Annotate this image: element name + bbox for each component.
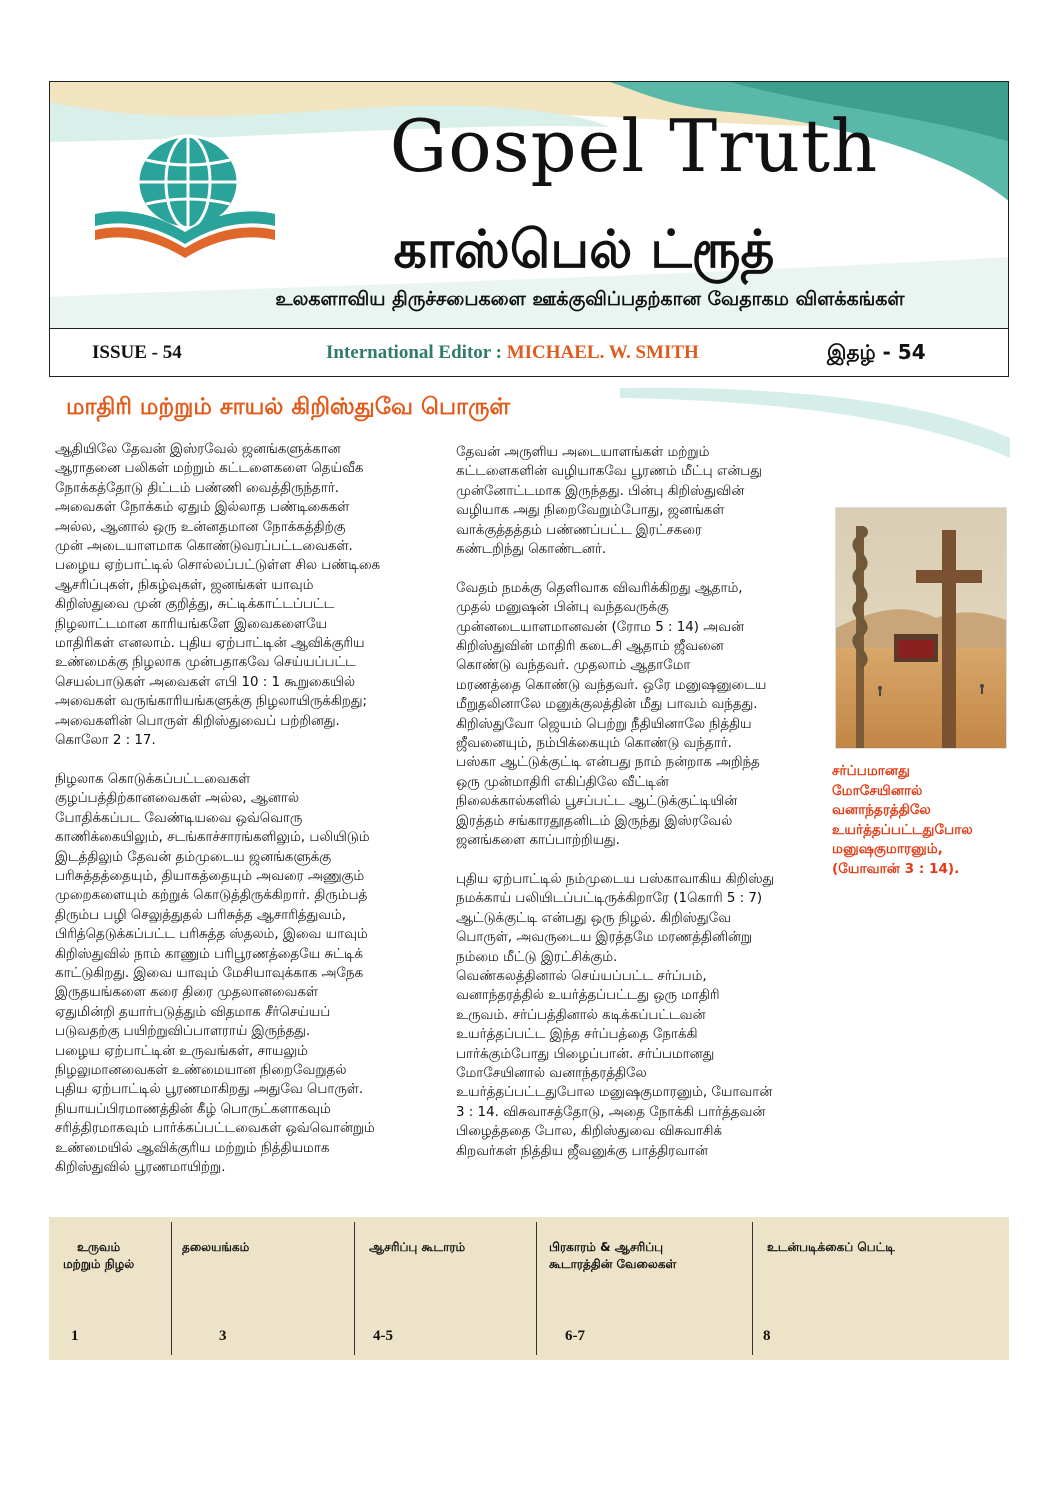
text-line: உண்மையில் ஆவிக்குரிய மற்றும் நித்தியமாக <box>55 1140 330 1156</box>
text-line: அவைகளின் பொருள் கிறிஸ்துவைப் பற்றினது. <box>55 713 340 729</box>
text-line: பிரித்தெடுக்கப்பட்ட பரிசுத்த ஸ்தலம், இவை யாவும் <box>55 927 368 943</box>
text-line: நிழலாட்டமான காரியங்களே இவைகளையே <box>55 616 327 632</box>
text-line: அவைகள் வருங்காரியங்களுக்கு நிழலாயிருக்கிறது; <box>55 694 368 710</box>
text-line: இடத்திலும் தேவன் தம்முடைய ஜனங்களுக்கு <box>55 849 332 865</box>
text-line: அவைகள் நோக்கம் ஏதும் இல்லாத பண்டிகைகள் <box>55 500 350 516</box>
paragraph-gap <box>456 851 826 870</box>
article-column-right <box>456 443 826 1161</box>
text-line: கிறிஸ்துவில் பூரணமாயிற்று. <box>55 1160 226 1176</box>
text-line: கொண்டு வந்தவர். முதலாம் ஆதாமோ <box>456 658 691 674</box>
masthead-title-tamil: காஸ்பெல் ட்ரூத் <box>393 220 775 280</box>
contents-item-page: 6-7 <box>565 1328 585 1344</box>
text-line: உயர்த்தப்பட்ட இந்த சர்ப்பத்தை நோக்கி <box>456 1027 698 1043</box>
text-line: நிழலாக கொடுக்கப்பட்டவைகள் <box>55 771 251 787</box>
text-line: உண்மைக்கு நிழலாக முன்பதாகவே செய்யப்பட்ட <box>55 655 356 671</box>
text-line: பார்க்கும்போது பிழைப்பான். சர்ப்பமானது <box>456 1046 715 1062</box>
text-line: வனாந்தரத்திலே <box>832 802 931 819</box>
text-line: ஒரு முன்மாதிரி எகிப்திலே வீட்டின் <box>456 774 669 790</box>
text-line: 3 : 14. விசுவாசத்தோடு, அதை நோக்கி பார்த்தவன் <box>456 1104 766 1120</box>
text-line: ஆசரிப்புகள், நிகழ்வுகள், ஜனங்கள் யாவும் <box>55 577 314 593</box>
table-of-contents <box>49 1217 1009 1360</box>
text-line: பழைய ஏற்பாட்டின் உருவங்கள், சாயலும் <box>55 1043 308 1059</box>
masthead-tagline: உலகளாவிய திருச்சபைகளை ஊக்குவிப்பதற்கான வேதாகம விளக்கங்கள் <box>275 288 905 310</box>
photo-caption <box>832 762 1012 880</box>
text-line: நமக்காய் பலியிடப்பட்டிருக்கிறாரே (1கொரி 5 : 7) <box>456 891 763 907</box>
text-line: ஆட்டுக்குட்டி என்பது ஒரு நிழல். கிறிஸ்துவே <box>456 910 731 926</box>
text-line: படுவதற்கு பயிற்றுவிப்பாளராய் இருந்தது. <box>55 1024 311 1040</box>
text-line: மோசேயினால் <box>832 782 923 799</box>
text-line: பொருள், அவருடைய இரத்தமே மரணத்தினின்று <box>456 930 753 946</box>
text-line: போதிக்கப்பட வேண்டியவை ஒவ்வொரு <box>55 810 303 826</box>
text-line: உயர்த்தப்பட்டதுபோல <box>832 821 973 838</box>
text-line: வேதம் நமக்கு தெளிவாக விவரிக்கிறது ஆதாம், <box>456 580 743 596</box>
contents-divider <box>752 1222 753 1355</box>
text-line: புதிய ஏற்பாட்டில் பூரணமாகிறது அதுவே பொருள். <box>55 1082 364 1098</box>
text-line: மீறுதலினாலே மனுக்குலத்தின் மீது பாவம் வந்தது. <box>456 697 758 713</box>
contents-item-label[interactable]: பிரகாரம் & ஆசரிப்பு கூடாரத்தின் வேலைகள் <box>549 1240 677 1271</box>
text-line: நிலைக்கால்களில் பூசப்பட்ட ஆட்டுக்குட்டியின் <box>456 794 738 810</box>
text-line: வெண்கலத்தினால் செய்யப்பட்ட சர்ப்பம், <box>456 968 707 984</box>
text-line: முன்னோட்டமாக இருந்தது. பின்பு கிறிஸ்துவின் <box>456 483 745 499</box>
text-line: சர்ப்பமானது <box>832 763 910 779</box>
text-line: கொலோ 2 : 17. <box>55 733 156 749</box>
issue-number-tamil: இதழ் - 54 <box>827 340 926 364</box>
text-line: கட்டளைகளின் வழியாகவே பூரணம் மீட்பு என்பது <box>456 464 762 480</box>
contents-item-page: 8 <box>763 1328 771 1344</box>
paragraph-gap <box>55 751 425 770</box>
text-line: சரித்திரமாகவும் பார்க்கப்பட்டவைகள் ஒவ்வொன்றும் <box>55 1121 375 1137</box>
globe-bible-logo <box>90 134 280 264</box>
text-line: முன்னடையாளமானவன் (ரோம 5 : 14) அவன் <box>456 619 744 635</box>
text-line: (யோவான் 3 : 14). <box>832 860 960 877</box>
text-line: நியாயப்பிரமாணத்தின் கீழ் பொருட்களாகவும் <box>55 1101 331 1117</box>
text-line: மாதிரிகள் எனலாம். புதிய ஏற்பாட்டின் ஆவிக்குரிய <box>55 636 365 652</box>
text-line: முதல் மனுஷன் பின்பு வந்தவருக்கு <box>456 600 669 616</box>
editor-name: MICHAEL. W. SMITH <box>506 342 699 363</box>
contents-item-page: 1 <box>71 1328 79 1344</box>
text-line: அல்ல, ஆனால் ஒரு உன்னதமான நோக்கத்திற்கு <box>55 519 346 535</box>
issue-bar <box>49 329 1009 377</box>
text-line: ஜீவனையும், நம்பிக்கையும் கொண்டு வந்தார். <box>456 736 732 752</box>
text-line: மரணத்தை கொண்டு வந்தவர். ஒரே மனுஷனுடைய <box>456 677 767 693</box>
text-line: காட்டுகிறது. இவை யாவும் மேசியாவுக்காக அநேக <box>55 965 364 981</box>
text-line: திரும்ப பழி செலுத்துதல் பரிசுத்த ஆசாரித்துவம், <box>55 907 347 923</box>
text-line: ஏதுமின்றி தயார்படுத்தும் விதமாக சீர்செய்யப் <box>55 1004 331 1020</box>
text-line: பஸ்கா ஆட்டுக்குட்டி என்பது நாம் நன்றாக அறிந்த <box>456 755 760 771</box>
text-line: பிழைத்ததை போல, கிறிஸ்துவை விசுவாசிக் <box>456 1124 722 1140</box>
text-line: ஆராதனை பலிகள் மற்றும் கட்டளைகளை தெய்வீக <box>55 461 364 477</box>
contents-item-label[interactable]: உடன்படிக்கைப் பெட்டி <box>767 1240 895 1254</box>
text-line: கிறிஸ்துவோ ஜெயம் பெற்று நீதியினாலே நித்திய <box>456 716 752 732</box>
text-line: நம்மை மீட்டு இரட்சிக்கும். <box>456 949 618 965</box>
text-line: கிறிஸ்துவில் நாம் காணும் பரிபூரணத்தையே சுட்டிக் <box>55 946 363 962</box>
contents-divider <box>354 1222 355 1355</box>
text-line: பரிசுத்தத்தையும், தியாகத்தையும் அவரை அணுகும் <box>55 868 365 884</box>
text-line: மோசேயினால் வனாந்தரத்திலே <box>456 1065 647 1081</box>
contents-item-page: 3 <box>219 1328 227 1344</box>
issue-number-english: ISSUE - 54 <box>92 342 182 363</box>
text-line: புதிய ஏற்பாட்டில் நம்முடைய பஸ்காவாகிய கிறிஸ்து <box>456 871 775 887</box>
masthead <box>49 81 1009 329</box>
text-line: இரத்தம் சங்காரதூதனிடம் இருந்து இஸ்ரவேல் <box>456 813 733 829</box>
text-line: மனுஷகுமாரனும், <box>832 841 943 858</box>
contents-divider <box>171 1222 172 1355</box>
text-line: முறைகளையும் கற்றுக் கொடுத்திருக்கிறார். திரும்பத் <box>55 888 368 904</box>
contents-divider <box>536 1222 537 1355</box>
bronze-serpent-cross-photo <box>835 507 1007 749</box>
text-line: கண்டறிந்து கொண்டனர். <box>456 542 607 558</box>
text-line: இருதயங்களை கரை திரை முதலானவைகள் <box>55 985 318 1001</box>
text-line: கிறிஸ்துவை முன் குறித்து, சுட்டிக்காட்டப்பட்ட <box>55 597 335 613</box>
text-line: காணிக்கையிலும், சடங்காச்சாரங்களிலும், பலியிடும் <box>55 830 370 846</box>
text-line: கிறிஸ்துவின் மாதிரி கடைசி ஆதாம் ஜீவனை <box>456 639 724 655</box>
text-line: குழப்பத்திற்கானவைகள் அல்ல, ஆனால் <box>55 791 299 807</box>
text-line: ஜனங்களை காப்பாற்றியது. <box>456 833 620 849</box>
contents-item-label[interactable]: தலையங்கம் <box>182 1240 250 1254</box>
text-line: செயல்பாடுகள் அவைகள் எபி 10 : 1 கூறுகையில் <box>55 674 356 690</box>
contents-item-page: 4-5 <box>373 1328 393 1344</box>
text-line: ஆதியிலே தேவன் இஸ்ரவேல் ஜனங்களுக்கான <box>55 442 341 457</box>
contents-item-label[interactable]: ஆசரிப்பு கூடாரம் <box>369 1240 466 1254</box>
text-line: உருவம். சர்ப்பத்தினால் கடிக்கப்பட்டவன் <box>456 1007 706 1023</box>
text-line: உயர்த்தப்பட்டதுபோல மனுஷகுமாரனும், யோவான் <box>456 1085 773 1101</box>
article-column-left <box>55 440 425 1177</box>
text-line: வனாந்தரத்தில் உயர்த்தப்பட்டது ஒரு மாதிரி <box>456 988 720 1004</box>
paragraph-gap <box>456 559 826 578</box>
text-line: தேவன் அருளிய அடையாளங்கள் மற்றும் <box>456 445 710 460</box>
editor-label: International Editor : <box>326 342 502 363</box>
text-line: முன் அடையாளமாக கொண்டுவரப்பட்டவைகள். <box>55 539 353 555</box>
article-headline: மாதிரி மற்றும் சாயல் கிறிஸ்துவே பொருள் <box>66 394 511 420</box>
contents-item-label[interactable]: உருவம் மற்றும் நிழல் <box>63 1240 135 1271</box>
editor-credit <box>326 342 699 364</box>
text-line: பழைய ஏற்பாட்டில் சொல்லப்பட்டுள்ள சில பண்டிகை <box>55 558 381 574</box>
masthead-title-english: Gospel Truth <box>389 104 879 188</box>
text-line: வாக்குத்தத்தம் பண்ணப்பட்ட இரட்சகரை <box>456 522 702 538</box>
text-line: வழியாக அது நிறைவேறும்போது, ஜனங்கள் <box>456 503 725 519</box>
text-line: நிழலுமானவைகள் உண்மையான நிறைவேறுதல் <box>55 1062 347 1078</box>
text-line: நோக்கத்தோடு திட்டம் பண்ணி வைத்திருந்தார். <box>55 480 340 496</box>
text-line: கிறவர்கள் நித்திய ஜீவனுக்கு பாத்திரவான் <box>456 1143 708 1159</box>
